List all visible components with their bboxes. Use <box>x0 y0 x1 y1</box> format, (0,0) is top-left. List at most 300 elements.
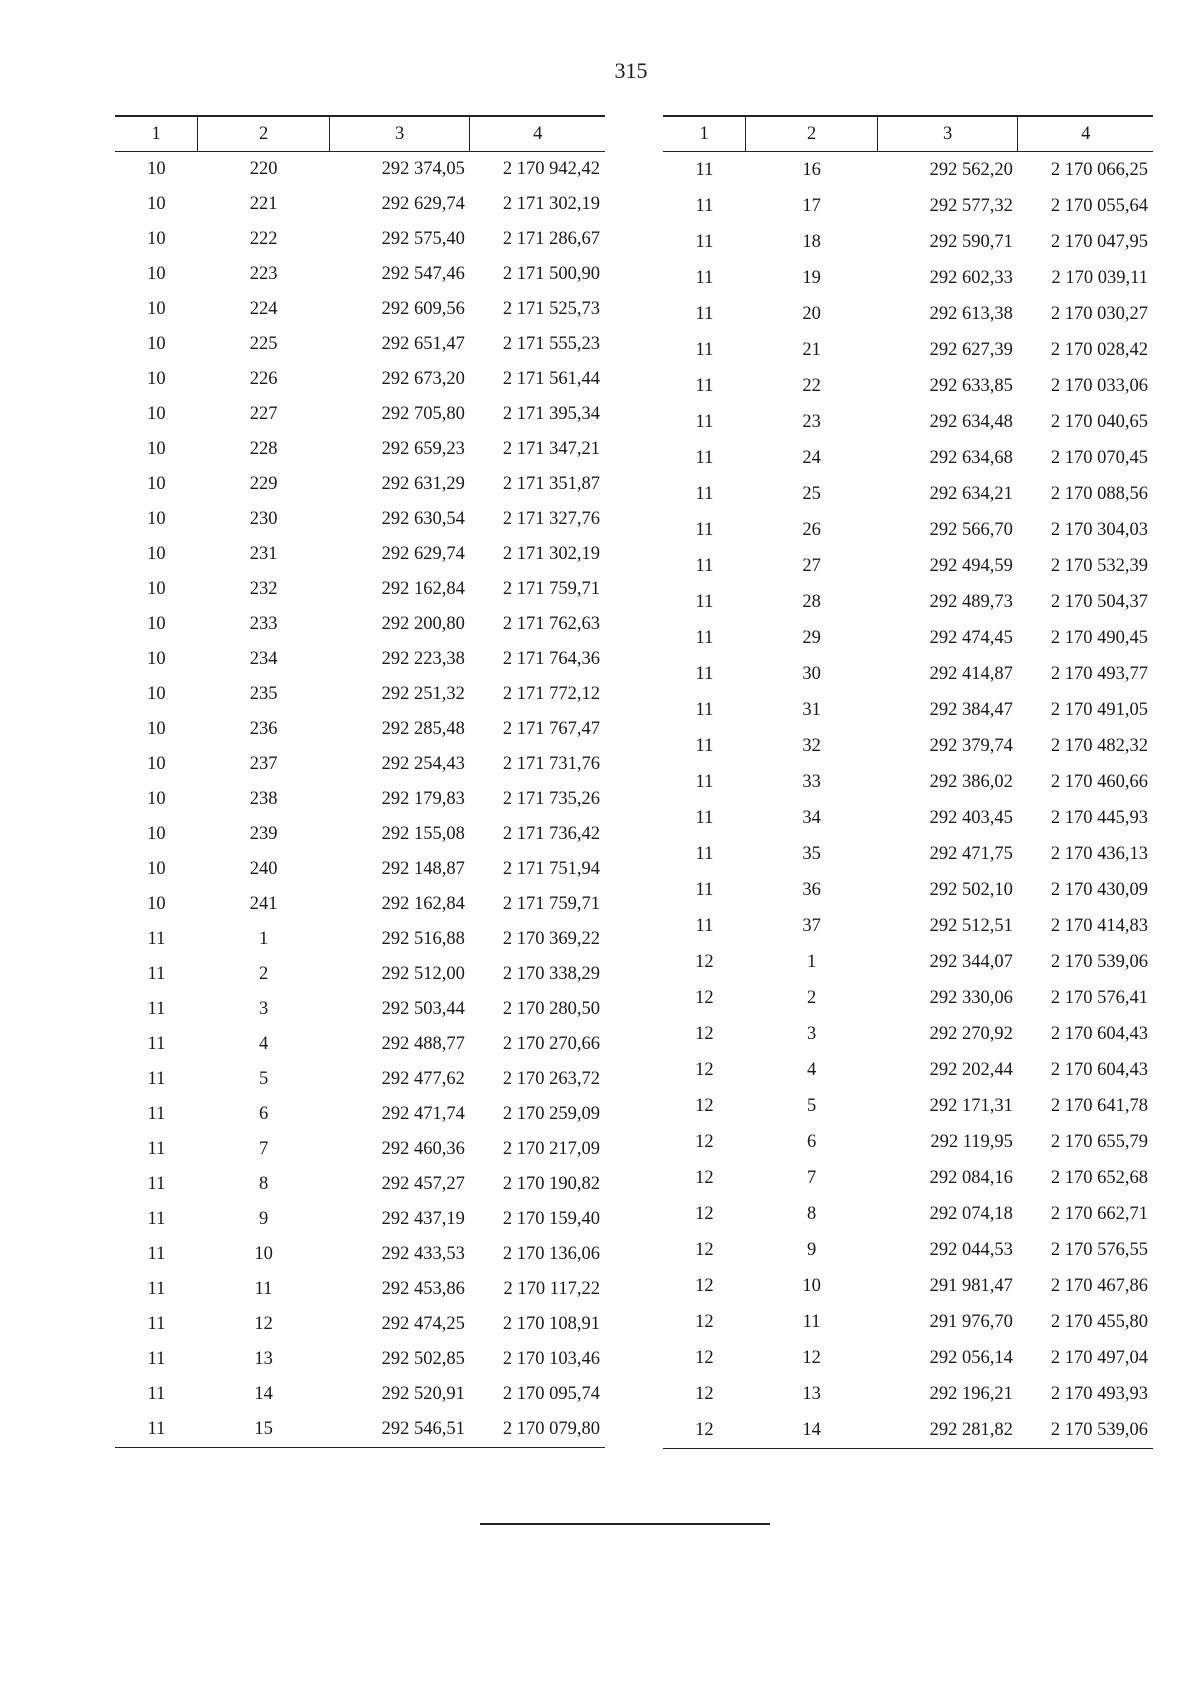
cell-point-number: 18 <box>802 231 821 252</box>
table-row <box>115 782 605 817</box>
table-row <box>115 957 605 992</box>
cell-y-coordinate: 2 171 561,44 <box>502 369 600 389</box>
table-body <box>115 152 605 1448</box>
cell-point-number: 23 <box>802 411 821 432</box>
cell-point-number: 24 <box>802 447 821 468</box>
table-row <box>663 296 1153 332</box>
cell-section: 11 <box>695 627 714 648</box>
cell-y-coordinate: 2 170 490,45 <box>1050 627 1148 648</box>
table-row <box>115 887 605 922</box>
cell-y-coordinate: 2 170 136,06 <box>502 1244 600 1264</box>
cell-point-number: 239 <box>249 824 278 844</box>
cell-y-coordinate: 2 171 351,87 <box>502 474 600 494</box>
cell-section: 12 <box>695 1275 714 1296</box>
cell-y-coordinate: 2 170 338,29 <box>502 964 600 984</box>
cell-y-coordinate: 2 171 302,19 <box>502 544 600 564</box>
cell-point-number: 237 <box>249 754 278 774</box>
cell-point-number: 29 <box>802 627 821 648</box>
cell-y-coordinate: 2 170 304,03 <box>1050 519 1148 540</box>
cell-x-coordinate: 292 155,08 <box>381 824 465 844</box>
cell-section: 10 <box>147 404 166 424</box>
table-row <box>115 222 605 257</box>
cell-point-number: 22 <box>802 375 821 396</box>
cell-x-coordinate: 292 330,06 <box>929 987 1013 1008</box>
cell-y-coordinate: 2 170 103,46 <box>502 1349 600 1369</box>
cell-section: 10 <box>147 229 166 249</box>
table-row <box>663 1232 1153 1268</box>
cell-point-number: 13 <box>254 1349 273 1369</box>
table-row <box>115 607 605 642</box>
cell-point-number: 25 <box>802 483 821 504</box>
header-row <box>115 116 605 152</box>
cell-section: 11 <box>695 771 714 792</box>
table-row <box>663 152 1153 189</box>
cell-point-number: 226 <box>249 369 278 389</box>
cell-x-coordinate: 292 403,45 <box>929 807 1013 828</box>
table-row <box>115 152 605 188</box>
cell-x-coordinate: 292 196,21 <box>929 1383 1013 1404</box>
cell-x-coordinate: 292 471,75 <box>929 843 1013 864</box>
cell-section: 11 <box>695 195 714 216</box>
cell-point-number: 4 <box>806 1059 817 1080</box>
cell-y-coordinate: 2 171 767,47 <box>502 719 600 739</box>
cell-x-coordinate: 292 627,39 <box>929 339 1013 360</box>
cell-point-number: 231 <box>249 544 278 564</box>
table-row <box>115 1377 605 1412</box>
table-row <box>663 548 1153 584</box>
column-header-1: 1 <box>115 116 198 152</box>
cell-section: 11 <box>147 1174 166 1194</box>
cell-section: 10 <box>147 474 166 494</box>
table-row <box>663 836 1153 872</box>
cell-y-coordinate: 2 170 445,93 <box>1050 807 1148 828</box>
cell-point-number: 240 <box>249 859 278 879</box>
table-row <box>663 368 1153 404</box>
cell-x-coordinate: 292 629,74 <box>381 194 465 214</box>
cell-section: 11 <box>695 699 714 720</box>
table-row <box>115 187 605 222</box>
cell-point-number: 4 <box>258 1034 269 1054</box>
cell-x-coordinate: 292 460,36 <box>381 1139 465 1159</box>
cell-x-coordinate: 292 562,20 <box>929 159 1013 180</box>
cell-section: 11 <box>147 1069 166 1089</box>
cell-point-number: 19 <box>802 267 821 288</box>
cell-section: 10 <box>147 894 166 914</box>
cell-x-coordinate: 292 285,48 <box>381 719 465 739</box>
table-row <box>115 432 605 467</box>
cell-y-coordinate: 2 170 504,37 <box>1050 591 1148 612</box>
cell-section: 11 <box>695 447 714 468</box>
cell-y-coordinate: 2 171 347,21 <box>502 439 600 459</box>
cell-section: 10 <box>147 824 166 844</box>
cell-y-coordinate: 2 171 735,26 <box>502 789 600 809</box>
cell-point-number: 14 <box>254 1384 273 1404</box>
table-row <box>115 712 605 747</box>
cell-y-coordinate: 2 170 539,06 <box>1018 1412 1153 1449</box>
cell-point-number: 223 <box>249 264 278 284</box>
cell-point-number: 36 <box>802 879 821 900</box>
table-row <box>115 502 605 537</box>
cell-x-coordinate: 292 634,21 <box>929 483 1013 504</box>
cell-x-coordinate: 292 489,73 <box>929 591 1013 612</box>
cell-section: 12 <box>695 1095 714 1116</box>
cell-point-number: 230 <box>249 509 278 529</box>
cell-point-number: 225 <box>249 334 278 354</box>
column-header-1: 1 <box>663 116 746 152</box>
cell-point-number: 1 <box>806 951 817 972</box>
cell-y-coordinate: 2 170 576,41 <box>1050 987 1148 1008</box>
cell-section: 12 <box>695 1203 714 1224</box>
table-row <box>115 1202 605 1237</box>
cell-y-coordinate: 2 171 731,76 <box>502 754 600 774</box>
cell-point-number: 20 <box>802 303 821 324</box>
cell-point-number: 34 <box>802 807 821 828</box>
cell-x-coordinate: 292 494,59 <box>929 555 1013 576</box>
cell-y-coordinate: 2 170 369,22 <box>502 929 600 949</box>
table-row <box>663 728 1153 764</box>
cell-x-coordinate: 292 453,86 <box>381 1279 465 1299</box>
table-row <box>663 980 1153 1016</box>
cell-section: 10 <box>147 194 166 214</box>
cell-section: 11 <box>147 1244 166 1264</box>
cell-x-coordinate: 292 148,87 <box>381 859 465 879</box>
cell-y-coordinate: 2 171 759,71 <box>502 894 600 914</box>
cell-section: 11 <box>695 663 714 684</box>
cell-section: 12 <box>695 1131 714 1152</box>
cell-section: 11 <box>147 1034 166 1054</box>
table-row <box>115 1132 605 1167</box>
cell-y-coordinate: 2 170 491,05 <box>1050 699 1148 720</box>
table-row <box>663 1160 1153 1196</box>
table-row <box>115 572 605 607</box>
cell-y-coordinate: 2 170 033,06 <box>1050 375 1148 396</box>
cell-section: 11 <box>147 1279 166 1299</box>
cell-section: 10 <box>147 159 166 179</box>
column-header-2: 2 <box>746 116 878 152</box>
cell-x-coordinate: 292 577,32 <box>929 195 1013 216</box>
cell-point-number: 7 <box>258 1139 269 1159</box>
cell-point-number: 13 <box>802 1383 821 1404</box>
cell-point-number: 9 <box>806 1239 817 1260</box>
cell-y-coordinate: 2 170 079,80 <box>470 1412 605 1448</box>
cell-x-coordinate: 292 477,62 <box>381 1069 465 1089</box>
cell-x-coordinate: 292 162,84 <box>381 894 465 914</box>
cell-point-number: 236 <box>249 719 278 739</box>
cell-x-coordinate: 292 634,68 <box>929 447 1013 468</box>
table-row <box>663 620 1153 656</box>
cell-section: 11 <box>695 159 714 180</box>
cell-point-number: 32 <box>802 735 821 756</box>
cell-point-number: 6 <box>258 1104 269 1124</box>
cell-point-number: 241 <box>249 894 278 914</box>
cell-y-coordinate: 2 170 280,50 <box>502 999 600 1019</box>
table-row <box>663 1340 1153 1376</box>
cell-x-coordinate: 292 673,20 <box>381 369 465 389</box>
cell-x-coordinate: 291 981,47 <box>929 1275 1013 1296</box>
cell-x-coordinate: 292 084,16 <box>929 1167 1013 1188</box>
cell-x-coordinate: 292 433,53 <box>381 1244 465 1264</box>
table-row <box>115 992 605 1027</box>
cell-y-coordinate: 2 170 030,27 <box>1050 303 1148 324</box>
cell-x-coordinate: 292 512,51 <box>929 915 1013 936</box>
cell-section: 11 <box>147 1349 166 1369</box>
cell-section: 10 <box>147 649 166 669</box>
cell-x-coordinate: 291 976,70 <box>929 1311 1013 1332</box>
header-row <box>663 116 1153 152</box>
cell-section: 10 <box>147 334 166 354</box>
cell-point-number: 10 <box>254 1244 273 1264</box>
cell-x-coordinate: 292 590,71 <box>929 231 1013 252</box>
cell-point-number: 30 <box>802 663 821 684</box>
cell-x-coordinate: 292 437,19 <box>381 1209 465 1229</box>
cell-section: 11 <box>115 1412 198 1448</box>
table-row <box>663 224 1153 260</box>
cell-y-coordinate: 2 171 764,36 <box>502 649 600 669</box>
cell-point-number: 228 <box>249 439 278 459</box>
cell-point-number: 5 <box>806 1095 817 1116</box>
cell-point-number: 9 <box>258 1209 269 1229</box>
cell-x-coordinate: 292 502,10 <box>929 879 1013 900</box>
cell-y-coordinate: 2 170 117,22 <box>503 1279 600 1299</box>
cell-section: 10 <box>147 754 166 774</box>
cell-y-coordinate: 2 171 395,34 <box>502 404 600 424</box>
cell-x-coordinate: 292 602,33 <box>929 267 1013 288</box>
cell-point-number: 16 <box>802 159 821 180</box>
cell-point-number: 5 <box>258 1069 269 1089</box>
cell-section: 11 <box>695 807 714 828</box>
table-row <box>115 817 605 852</box>
cell-point-number: 12 <box>254 1314 273 1334</box>
cell-y-coordinate: 2 171 327,76 <box>502 509 600 529</box>
cell-y-coordinate: 2 171 525,73 <box>502 299 600 319</box>
table-header <box>663 116 1153 152</box>
cell-point-number: 27 <box>802 555 821 576</box>
table-row <box>115 1097 605 1132</box>
cell-y-coordinate: 2 170 159,40 <box>502 1209 600 1229</box>
cell-y-coordinate: 2 171 751,94 <box>502 859 600 879</box>
cell-x-coordinate: 292 044,53 <box>929 1239 1013 1260</box>
cell-y-coordinate: 2 170 430,09 <box>1050 879 1148 900</box>
table-row <box>663 656 1153 692</box>
cell-section: 12 <box>695 1167 714 1188</box>
cell-y-coordinate: 2 170 436,13 <box>1050 843 1148 864</box>
cell-point-number: 11 <box>254 1279 273 1299</box>
column-header-4: 4 <box>470 116 605 152</box>
table-row <box>115 1062 605 1097</box>
table-row <box>663 944 1153 980</box>
cell-section: 11 <box>695 231 714 252</box>
cell-section: 12 <box>695 1347 714 1368</box>
table-row <box>115 467 605 502</box>
cell-y-coordinate: 2 170 604,43 <box>1050 1059 1148 1080</box>
table-row <box>663 1124 1153 1160</box>
cell-x-coordinate: 292 503,44 <box>381 999 465 1019</box>
cell-x-coordinate: 292 520,91 <box>381 1384 465 1404</box>
cell-section: 11 <box>695 519 714 540</box>
cell-section: 10 <box>147 859 166 879</box>
cell-point-number: 234 <box>249 649 278 669</box>
cell-section: 12 <box>695 1239 714 1260</box>
cell-x-coordinate: 292 488,77 <box>381 1034 465 1054</box>
cell-section: 11 <box>695 591 714 612</box>
cell-point-number: 238 <box>249 789 278 809</box>
cell-x-coordinate: 292 547,46 <box>381 264 465 284</box>
cell-point-number: 224 <box>249 299 278 319</box>
table-row <box>115 397 605 432</box>
cell-section: 11 <box>695 339 714 360</box>
cell-x-coordinate: 292 516,88 <box>381 929 465 949</box>
table-row <box>663 260 1153 296</box>
cell-point-number: 1 <box>258 929 269 949</box>
cell-point-number: 3 <box>806 1023 817 1044</box>
cell-section: 10 <box>147 789 166 809</box>
table-row <box>115 1237 605 1272</box>
cell-section: 11 <box>695 375 714 396</box>
table-row <box>663 1052 1153 1088</box>
cell-x-coordinate: 292 631,29 <box>381 474 465 494</box>
cell-section: 12 <box>663 1412 746 1449</box>
cell-point-number: 17 <box>802 195 821 216</box>
cell-x-coordinate: 292 386,02 <box>929 771 1013 792</box>
cell-y-coordinate: 2 170 070,45 <box>1050 447 1148 468</box>
coordinates-table-left <box>115 115 605 1448</box>
table-row <box>115 922 605 957</box>
cell-y-coordinate: 2 170 539,06 <box>1050 951 1148 972</box>
cell-y-coordinate: 2 170 259,09 <box>502 1104 600 1124</box>
cell-point-number: 12 <box>802 1347 821 1368</box>
cell-y-coordinate: 2 171 555,23 <box>502 334 600 354</box>
cell-y-coordinate: 2 170 066,25 <box>1050 159 1148 180</box>
cell-y-coordinate: 2 171 762,63 <box>502 614 600 634</box>
cell-point-number: 33 <box>802 771 821 792</box>
table-row <box>663 800 1153 836</box>
cell-section: 10 <box>147 509 166 529</box>
cell-point-number: 2 <box>258 964 269 984</box>
end-of-document-rule <box>480 1523 770 1525</box>
cell-section: 11 <box>695 915 714 936</box>
table-row <box>663 872 1153 908</box>
cell-point-number: 10 <box>802 1275 821 1296</box>
cell-section: 11 <box>147 1139 166 1159</box>
cell-section: 10 <box>147 719 166 739</box>
cell-x-coordinate: 292 457,27 <box>381 1174 465 1194</box>
table-row <box>115 1307 605 1342</box>
table-row <box>115 677 605 712</box>
cell-x-coordinate: 292 414,87 <box>929 663 1013 684</box>
cell-y-coordinate: 2 170 467,86 <box>1050 1275 1148 1296</box>
cell-point-number: 229 <box>249 474 278 494</box>
cell-section: 11 <box>147 1314 166 1334</box>
cell-y-coordinate: 2 170 190,82 <box>502 1174 600 1194</box>
cell-y-coordinate: 2 170 414,83 <box>1050 915 1148 936</box>
table-row <box>663 908 1153 944</box>
cell-section: 11 <box>695 411 714 432</box>
cell-section: 10 <box>147 264 166 284</box>
cell-x-coordinate: 292 471,74 <box>381 1104 465 1124</box>
cell-x-coordinate: 292 379,74 <box>929 735 1013 756</box>
table-row <box>115 1342 605 1377</box>
column-header-4: 4 <box>1018 116 1153 152</box>
cell-x-coordinate: 292 474,45 <box>929 627 1013 648</box>
cell-section: 11 <box>695 843 714 864</box>
cell-section: 12 <box>695 1023 714 1044</box>
cell-y-coordinate: 2 170 641,78 <box>1050 1095 1148 1116</box>
cell-x-coordinate: 292 633,85 <box>929 375 1013 396</box>
cell-section: 11 <box>695 555 714 576</box>
cell-point-number: 8 <box>258 1174 269 1194</box>
cell-point-number: 8 <box>806 1203 817 1224</box>
cell-section: 12 <box>695 1383 714 1404</box>
cell-x-coordinate: 292 162,84 <box>381 579 465 599</box>
cell-section: 10 <box>147 439 166 459</box>
cell-section: 10 <box>147 369 166 389</box>
table-row <box>663 1196 1153 1232</box>
cell-x-coordinate: 292 344,07 <box>929 951 1013 972</box>
table-row <box>115 1167 605 1202</box>
cell-y-coordinate: 2 171 286,67 <box>502 229 600 249</box>
cell-y-coordinate: 2 170 040,65 <box>1050 411 1148 432</box>
cell-y-coordinate: 2 170 652,68 <box>1050 1167 1148 1188</box>
cell-point-number: 6 <box>806 1131 817 1152</box>
table-row <box>663 692 1153 728</box>
cell-section: 10 <box>147 614 166 634</box>
table-row <box>663 1016 1153 1052</box>
table-row <box>115 1412 605 1448</box>
cell-point-number: 37 <box>802 915 821 936</box>
cell-x-coordinate: 292 566,70 <box>929 519 1013 540</box>
cell-x-coordinate: 292 512,00 <box>381 964 465 984</box>
cell-point-number: 2 <box>806 987 817 1008</box>
cell-x-coordinate: 292 202,44 <box>929 1059 1013 1080</box>
cell-y-coordinate: 2 170 095,74 <box>502 1384 600 1404</box>
cell-section: 10 <box>147 579 166 599</box>
cell-section: 11 <box>695 879 714 900</box>
table-row <box>115 362 605 397</box>
table-row <box>663 1268 1153 1304</box>
cell-y-coordinate: 2 170 263,72 <box>502 1069 600 1089</box>
cell-point-number: 15 <box>198 1412 330 1448</box>
cell-y-coordinate: 2 170 662,71 <box>1050 1203 1148 1224</box>
cell-point-number: 220 <box>249 159 278 179</box>
table-row <box>115 747 605 782</box>
cell-x-coordinate: 292 629,74 <box>381 544 465 564</box>
cell-point-number: 222 <box>249 229 278 249</box>
table-row <box>663 404 1153 440</box>
cell-section: 11 <box>147 999 166 1019</box>
cell-x-coordinate: 292 270,92 <box>929 1023 1013 1044</box>
cell-section: 11 <box>147 929 166 949</box>
cell-y-coordinate: 2 171 500,90 <box>502 264 600 284</box>
cell-y-coordinate: 2 170 576,55 <box>1050 1239 1148 1260</box>
cell-x-coordinate: 292 179,83 <box>381 789 465 809</box>
cell-x-coordinate: 292 119,95 <box>930 1131 1013 1152</box>
cell-section: 12 <box>695 987 714 1008</box>
cell-x-coordinate: 292 705,80 <box>381 404 465 424</box>
table-row <box>115 1027 605 1062</box>
table-row <box>115 537 605 572</box>
cell-x-coordinate: 292 200,80 <box>381 614 465 634</box>
table-body <box>663 152 1153 1449</box>
table-row <box>663 1412 1153 1449</box>
cell-section: 11 <box>147 1384 166 1404</box>
table-row <box>115 292 605 327</box>
table-row <box>663 332 1153 368</box>
cell-section: 11 <box>695 303 714 324</box>
column-header-3: 3 <box>877 116 1018 152</box>
cell-x-coordinate: 292 651,47 <box>381 334 465 354</box>
cell-x-coordinate: 292 384,47 <box>929 699 1013 720</box>
cell-y-coordinate: 2 170 604,43 <box>1050 1023 1148 1044</box>
